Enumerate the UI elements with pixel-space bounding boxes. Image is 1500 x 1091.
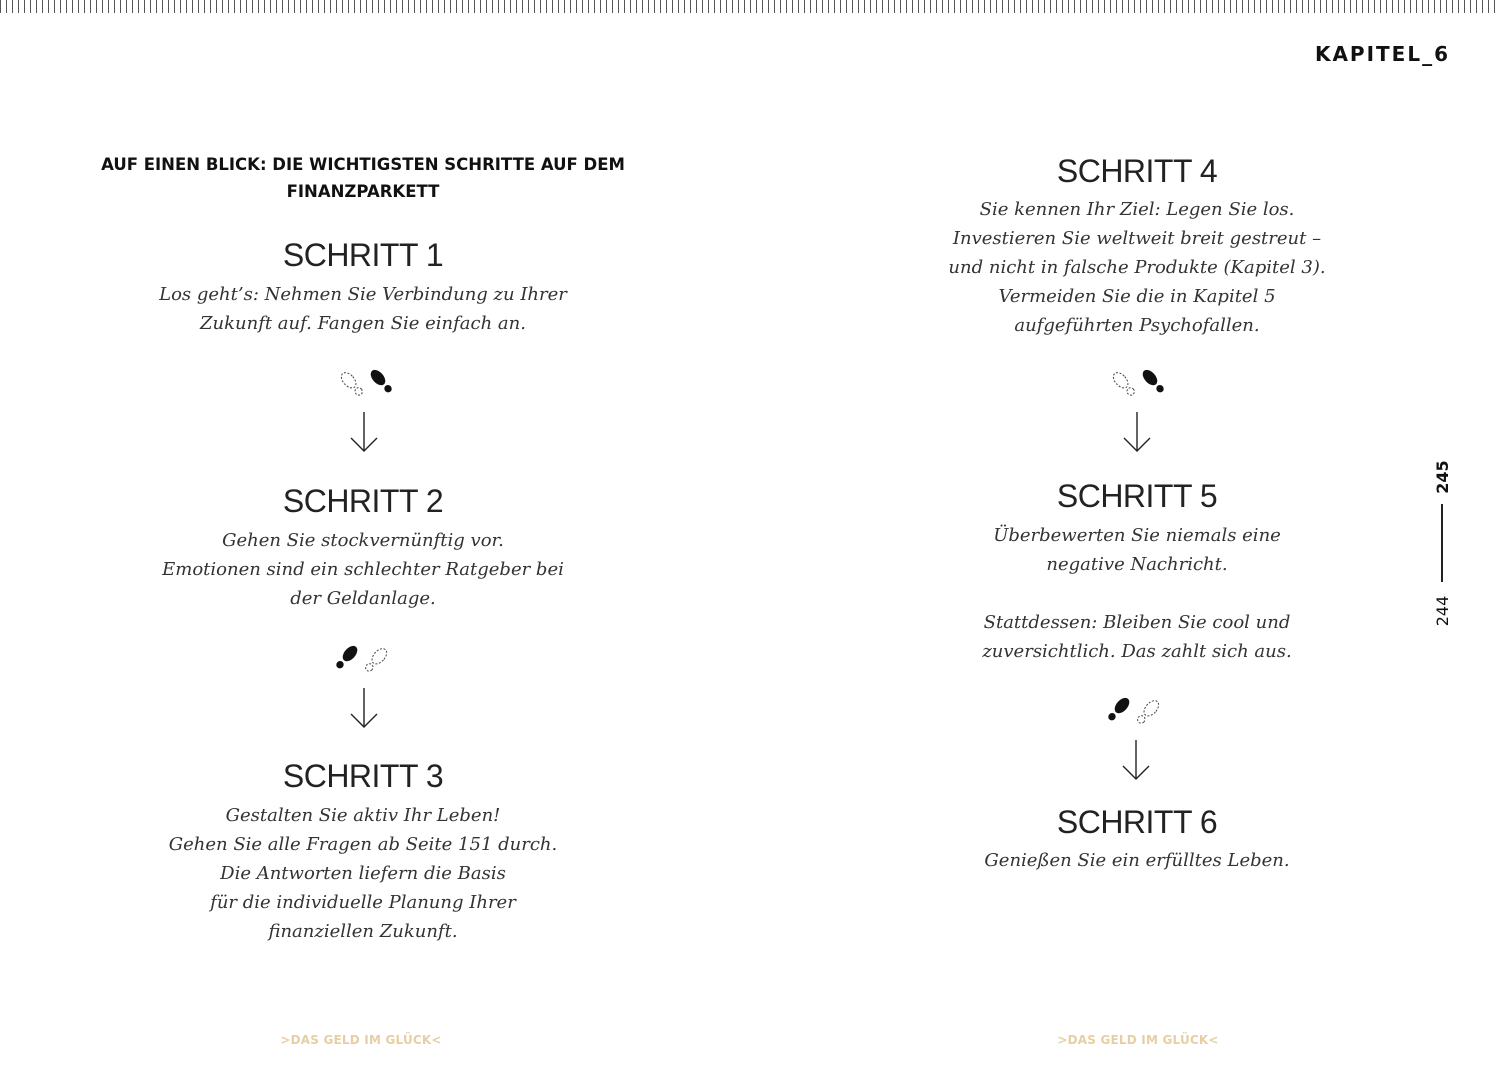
- step-4-title: SCHRITT 4: [1056, 153, 1218, 189]
- step-5-title: SCHRITT 5: [1056, 478, 1218, 514]
- step-3-line: Gehen Sie alle Fragen ab Seite 151 durch.: [168, 834, 558, 855]
- step-4-line: aufgeführten Psychofallen.: [1014, 315, 1260, 336]
- step-1-line: Los geht’s: Nehmen Sie Verbindung zu Ihrer: [159, 284, 567, 305]
- step-3-line: Die Antworten liefern die Basis: [220, 863, 506, 884]
- arrow-down-icon: [349, 686, 379, 730]
- step-2-line: der Geldanlage.: [290, 588, 436, 609]
- step-2-line: Emotionen sind ein schlechter Ratgeber bei: [162, 559, 564, 580]
- footsteps-icon: [1110, 362, 1170, 402]
- step-4-line: Investieren Sie weltweit breit gestreut –: [952, 228, 1322, 249]
- arrow-down-icon: [349, 410, 379, 454]
- top-ruler: [0, 0, 1500, 13]
- page-number-right: 245: [1432, 460, 1452, 494]
- step-4-line: Sie kennen Ihr Ziel: Legen Sie los.: [979, 199, 1295, 220]
- step-5-line: zuversichtlich. Das zahlt sich aus.: [982, 641, 1292, 662]
- footer-right: >DAS GELD IM GLÜCK<: [1057, 1033, 1219, 1047]
- footsteps-icon: [338, 362, 398, 402]
- step-4-line: und nicht in falsche Produkte (Kapitel 3).: [948, 257, 1326, 278]
- footsteps-icon: [1104, 690, 1164, 730]
- page-number-left: 244: [1432, 595, 1452, 627]
- step-1-text: [83, 280, 643, 338]
- step-2-text: [83, 526, 643, 613]
- step-5-text-2: [857, 608, 1417, 666]
- arrow-down-icon: [1122, 410, 1152, 454]
- step-5-line: negative Nachricht.: [1046, 554, 1228, 575]
- page-number-divider: [1441, 504, 1443, 582]
- step-6-text: [857, 846, 1417, 875]
- step-3-text: [83, 801, 643, 946]
- step-4-text: [857, 195, 1417, 340]
- step-6-title: SCHRITT 6: [1056, 804, 1218, 840]
- step-3-line: Gestalten Sie aktiv Ihr Leben!: [225, 805, 501, 826]
- step-6-line: Genießen Sie ein erfülltes Leben.: [984, 850, 1290, 871]
- step-3-line: für die individuelle Planung Ihrer: [210, 892, 516, 913]
- chapter-label: KAPITEL_6: [1314, 42, 1450, 66]
- arrow-down-icon: [1121, 738, 1151, 782]
- step-2-title: SCHRITT 2: [282, 483, 444, 519]
- step-1-line: Zukunft auf. Fangen Sie einfach an.: [200, 313, 526, 334]
- step-1-title: SCHRITT 1: [282, 237, 444, 273]
- step-2-line: Gehen Sie stockvernünftig vor.: [222, 530, 504, 551]
- step-5-line: Stattdessen: Bleiben Sie cool und: [983, 612, 1291, 633]
- step-3-title: SCHRITT 3: [282, 758, 444, 794]
- overview-title: AUF EINEN BLICK: DIE WICHTIGSTEN SCHRITTE AUF DEM FINANZPARKETT: [101, 155, 625, 201]
- step-5-text: [857, 521, 1417, 579]
- footer-left: >DAS GELD IM GLÜCK<: [280, 1033, 442, 1047]
- step-4-line: Vermeiden Sie die in Kapitel 5: [998, 286, 1276, 307]
- step-3-line: finanziellen Zukunft.: [268, 921, 458, 942]
- footsteps-icon: [332, 638, 392, 678]
- step-5-line: Überbewerten Sie niemals eine: [993, 525, 1281, 546]
